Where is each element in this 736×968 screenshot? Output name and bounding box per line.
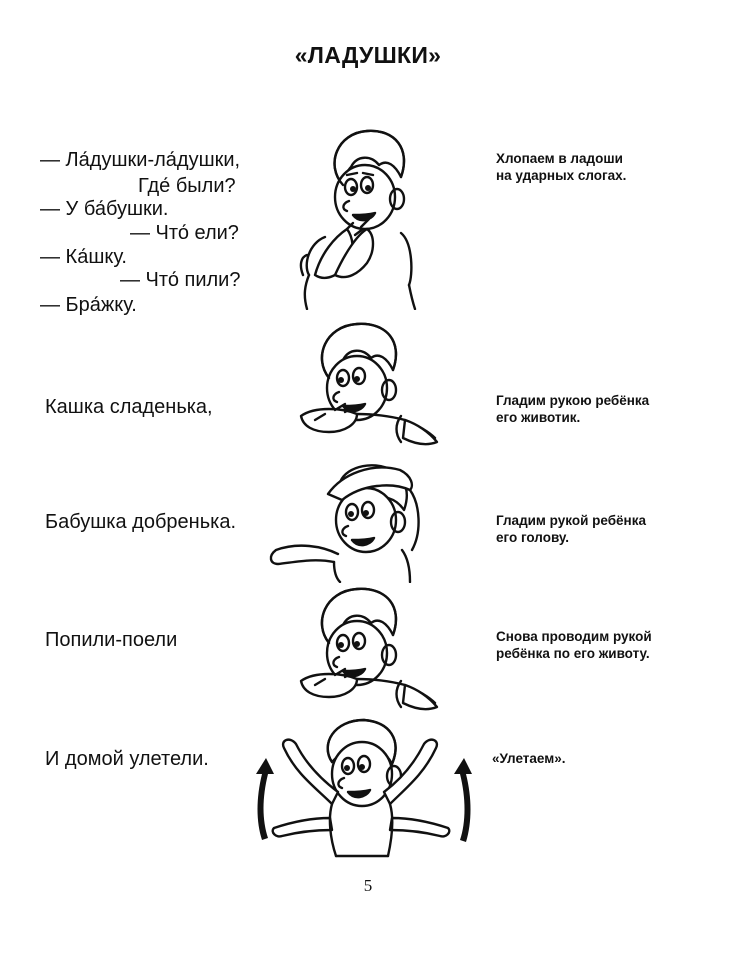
instruction-note: Гладим рукою ребёнка его животик. xyxy=(496,393,650,425)
verse-line: — Бра́жку. xyxy=(40,294,137,316)
page-title: «ЛАДУШКИ» xyxy=(294,42,442,68)
boy-stroking-belly-icon xyxy=(295,320,445,455)
verse-line: — Что́ ели? xyxy=(130,222,239,244)
verse-line: Попили-поели xyxy=(45,629,178,651)
boy-clapping-icon xyxy=(295,125,425,310)
verse-line: — Ла́душки-ла́душки, xyxy=(40,149,241,171)
verse-line: — Ка́шку. xyxy=(40,246,127,268)
verse-line: — Что́ пили? xyxy=(120,269,241,291)
page-number: 5 xyxy=(363,876,373,895)
boy-flapping-arms-icon xyxy=(240,718,490,858)
verse-line: Где́ были? xyxy=(138,175,236,197)
instruction-note: Снова проводим рукой ребёнка по его животу. xyxy=(496,629,652,661)
verse-line: — У ба́бушки. xyxy=(40,198,169,220)
instruction-note: Гладим рукой ребёнка его голову. xyxy=(496,513,646,545)
verse-line: Кашка сладенька, xyxy=(45,396,213,418)
verse-line: И домой улетели. xyxy=(45,748,209,770)
boy-stroking-head-icon xyxy=(262,458,432,583)
instruction-note: Хлопаем в ладоши на ударных слогах. xyxy=(496,151,627,183)
boy-stroking-belly-icon xyxy=(295,585,445,720)
instruction-note: «Улетаем». xyxy=(492,751,566,766)
verse-line: Бабушка добренька. xyxy=(45,511,237,533)
